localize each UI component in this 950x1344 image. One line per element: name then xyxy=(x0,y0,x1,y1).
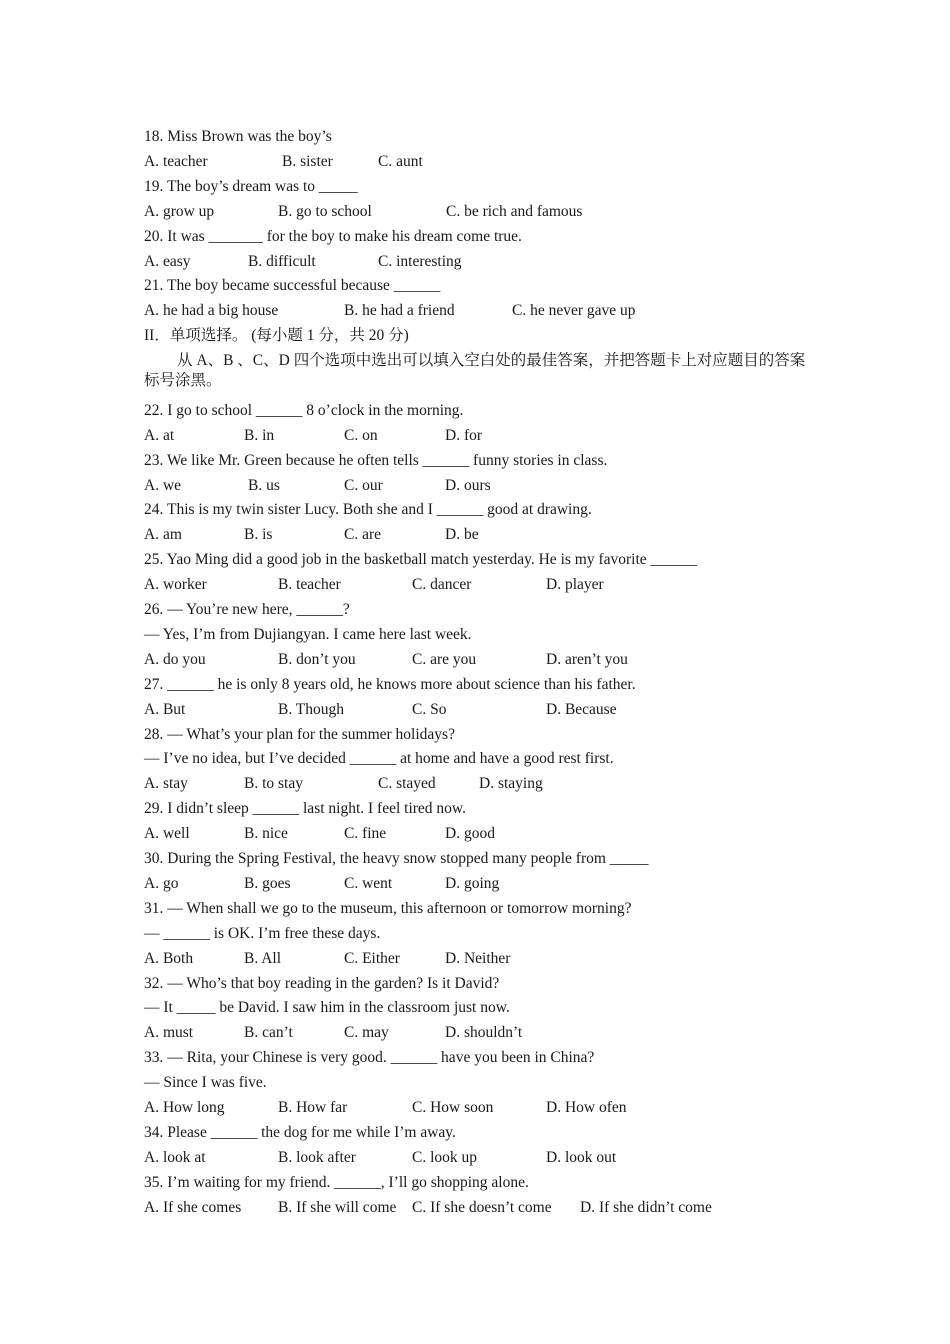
answer-option: B. difficult xyxy=(248,253,316,270)
answer-option: D. shouldn’t xyxy=(445,1024,523,1041)
answer-option: B. is xyxy=(244,526,273,543)
answer-option: A. stay xyxy=(144,775,188,792)
answer-option: B. How far xyxy=(278,1099,348,1116)
question-stem: 32. — Who’s that boy reading in the garden? Is it David? xyxy=(144,975,500,992)
answer-option: B. If she will come xyxy=(278,1199,397,1216)
question-stem: 18. Miss Brown was the boy’s xyxy=(144,128,332,145)
answer-option: A. at xyxy=(144,427,175,444)
answer-option: C. our xyxy=(344,477,383,494)
answer-option: A. If she comes xyxy=(144,1199,242,1216)
answer-option: B. All xyxy=(244,950,282,967)
answer-option: D. good xyxy=(445,825,495,842)
answer-option: D. If she didn’t come xyxy=(580,1199,712,1216)
answer-option: A. But xyxy=(144,701,186,718)
answer-option: A. well xyxy=(144,825,190,842)
answer-option: C. may xyxy=(344,1024,389,1041)
answer-option: B. go to school xyxy=(278,203,372,220)
answer-option: A. grow up xyxy=(144,203,215,220)
answer-option: D. look out xyxy=(546,1149,617,1166)
answer-option: A. he had a big house xyxy=(144,302,279,319)
dialogue-line: — Since I was five. xyxy=(144,1074,267,1091)
answer-option: A. do you xyxy=(144,651,206,668)
question-stem: 33. — Rita, your Chinese is very good. ______ have you been in China? xyxy=(144,1049,595,1066)
question-stem: 24. This is my twin sister Lucy. Both she and I ______ good at drawing. xyxy=(144,501,592,518)
answer-option: C. stayed xyxy=(378,775,436,792)
answer-option: B. Though xyxy=(278,701,345,718)
question-stem: 25. Yao Ming did a good job in the basketball match yesterday. He is my favorite ______ xyxy=(144,551,698,568)
answer-option: A. worker xyxy=(144,576,207,593)
answer-option: C. If she doesn’t come xyxy=(412,1199,552,1216)
answer-option: C. dancer xyxy=(412,576,472,593)
answer-option: D. player xyxy=(546,576,604,593)
answer-option: D. Neither xyxy=(445,950,511,967)
dialogue-line: — It _____ be David. I saw him in the classroom just now. xyxy=(144,999,510,1016)
answer-option: D. for xyxy=(445,427,483,444)
question-stem: 23. We like Mr. Green because he often tells ______ funny stories in class. xyxy=(144,452,608,469)
question-stem: 21. The boy became successful because ______ xyxy=(144,277,441,294)
answer-option: C. How soon xyxy=(412,1099,494,1116)
answer-option: C. interesting xyxy=(378,253,462,270)
answer-option: D. ours xyxy=(445,477,491,494)
dialogue-line: — ______ is OK. I’m free these days. xyxy=(144,925,381,942)
answer-option: B. us xyxy=(248,477,280,494)
answer-option: A. must xyxy=(144,1024,194,1041)
answer-option: B. he had a friend xyxy=(344,302,455,319)
answer-option: B. sister xyxy=(282,153,333,170)
question-stem: 26. — You’re new here, ______? xyxy=(144,601,350,618)
answer-option: D. going xyxy=(445,875,500,892)
answer-option: B. nice xyxy=(244,825,288,842)
answer-option: A. go xyxy=(144,875,179,892)
question-stem: 22. I go to school ______ 8 o’clock in the morning. xyxy=(144,402,464,419)
answer-option: A. we xyxy=(144,477,182,494)
question-stem: 35. I’m waiting for my friend. ______, I’ll go shopping alone. xyxy=(144,1174,529,1191)
answer-option: D. staying xyxy=(479,775,543,792)
answer-option: D. How ofen xyxy=(546,1099,627,1116)
answer-option: B. goes xyxy=(244,875,291,892)
question-stem: 30. During the Spring Festival, the heavy snow stopped many people from _____ xyxy=(144,850,649,867)
answer-option: D. aren’t you xyxy=(546,651,628,668)
answer-option: B. can’t xyxy=(244,1024,293,1041)
answer-option: C. are xyxy=(344,526,382,543)
question-stem: 31. — When shall we go to the museum, this afternoon or tomorrow morning? xyxy=(144,900,632,917)
question-stem: 19. The boy’s dream was to _____ xyxy=(144,178,358,195)
answer-option: C. are you xyxy=(412,651,477,668)
answer-option: B. don’t you xyxy=(278,651,356,668)
answer-option: C. fine xyxy=(344,825,387,842)
answer-option: A. How long xyxy=(144,1099,225,1116)
answer-option: C. So xyxy=(412,701,447,718)
answer-option: C. aunt xyxy=(378,153,423,170)
answer-option: C. he never gave up xyxy=(512,302,636,319)
answer-option: C. Either xyxy=(344,950,400,967)
answer-option: A. easy xyxy=(144,253,191,270)
question-stem: 34. Please ______ the dog for me while I’m away. xyxy=(144,1124,456,1141)
question-stem: 20. It was _______ for the boy to make his dream come true. xyxy=(144,228,522,245)
answer-option: C. on xyxy=(344,427,378,444)
answer-option: B. to stay xyxy=(244,775,303,792)
answer-option: B. look after xyxy=(278,1149,356,1166)
answer-option: A. look at xyxy=(144,1149,206,1166)
answer-option: C. went xyxy=(344,875,393,892)
answer-option: A. Both xyxy=(144,950,194,967)
answer-option: A. am xyxy=(144,526,182,543)
question-stem: 29. I didn’t sleep ______ last night. I feel tired now. xyxy=(144,800,466,817)
answer-option: B. in xyxy=(244,427,275,444)
answer-option: C. look up xyxy=(412,1149,478,1166)
dialogue-line: — Yes, I’m from Dujiangyan. I came here last week. xyxy=(144,626,472,643)
question-stem: 27. ______ he is only 8 years old, he knows more about science than his father. xyxy=(144,676,636,693)
answer-option: D. Because xyxy=(546,701,617,718)
answer-option: C. be rich and famous xyxy=(446,203,583,220)
question-stem: 28. — What’s your plan for the summer holidays? xyxy=(144,726,455,743)
answer-option: A. teacher xyxy=(144,153,208,170)
answer-option: D. be xyxy=(445,526,479,543)
section-heading: II．单项选择。 (每小题 1 分，共 20 分) xyxy=(144,327,409,344)
dialogue-line: — I’ve no idea, but I’ve decided ______ at home and have a good rest first. xyxy=(144,750,614,767)
answer-option: B. teacher xyxy=(278,576,341,593)
section-instruction: 从 A、B 、C、D 四个选项中选出可以填入空白处的最佳答案，并把答题卡上对应题目的答案标号涂黑。 xyxy=(144,352,806,389)
